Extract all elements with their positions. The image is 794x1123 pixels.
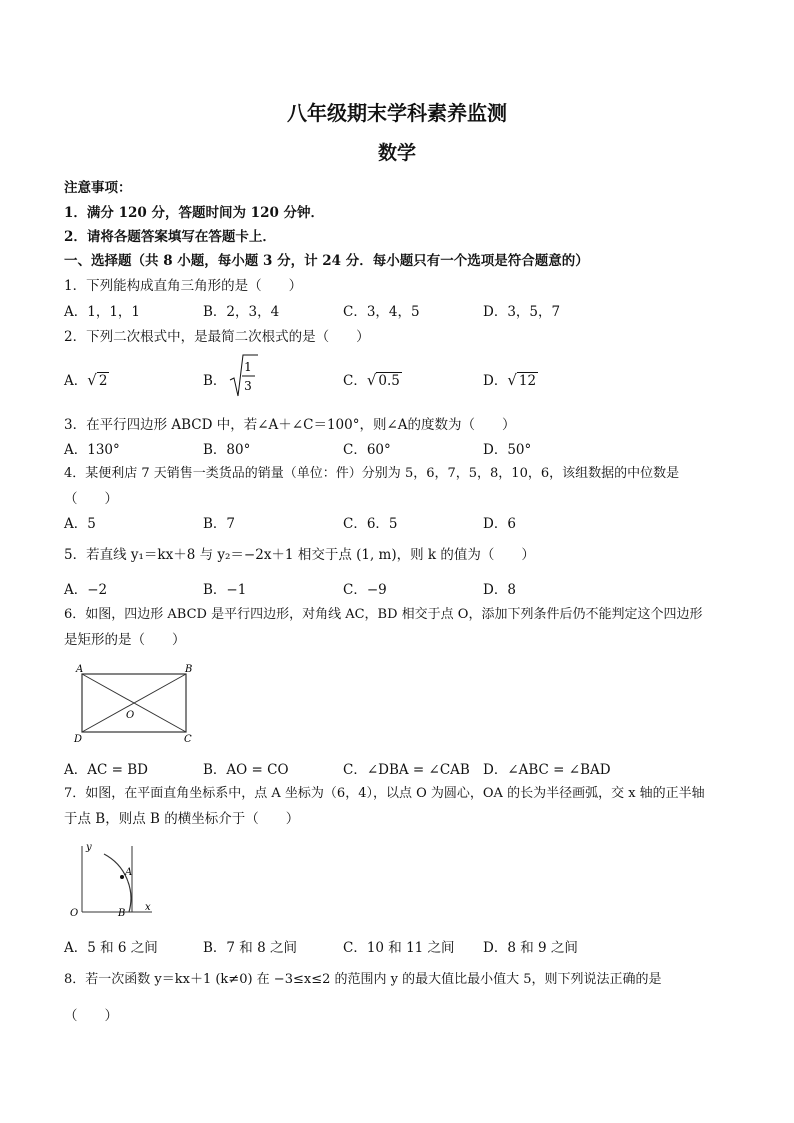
question-6-stem-cont: 是矩形的是（ ） (64, 632, 186, 648)
sqrt-symbol: √ (366, 371, 377, 389)
q2-option-b-sqrt-fraction (228, 352, 258, 400)
vertex-label-d: D (74, 734, 83, 744)
question-7-stem: 7．如图，在平面直角坐标系中，点 A 坐标为（6，4），以点 O 为圆心，OA 的长为半径画弧，交 x 轴的正半轴 (64, 786, 705, 801)
q3-option-d: D．50° (483, 442, 532, 458)
q4-option-b: B．7 (203, 516, 236, 532)
vertex-label-a: A (76, 664, 84, 675)
q6-rectangle-figure (70, 662, 200, 744)
sqrt-symbol: √ (507, 371, 517, 389)
question-8-stem-cont: （ ） (64, 1008, 118, 1024)
point-label-b: B (118, 908, 126, 919)
q7-option-a: A．5 和 6 之间 (64, 940, 158, 956)
option-label: C． (343, 373, 367, 389)
radicand: 12 (518, 373, 537, 389)
question-4-stem: 4．某便利店 7 天销售一类货品的销量（单位：件）分别为 5，6，7，5，8，10，6，该组数据的中位数是 (64, 466, 680, 481)
page-title: 八年级期末学科素养监测 (287, 101, 507, 125)
sqrt-symbol: √ (87, 371, 97, 389)
fraction-denominator: 3 (244, 379, 252, 393)
radicand: 2 (98, 373, 108, 389)
q5-option-b: B．−1 (203, 582, 247, 598)
notice-item: 2．请将各题答案填写在答题卡上． (64, 229, 276, 245)
point-label-a: A (125, 867, 133, 878)
q7-coordinate-figure (68, 838, 178, 920)
option-label: A． (64, 373, 88, 389)
question-6-stem: 6．如图，四边形 ABCD 是平行四边形，对角线 AC，BD 相交于点 O，添加下列条件后仍不能判定这个四边形 (64, 607, 703, 622)
vertex-label-c: C (184, 734, 192, 744)
center-label-o: O (126, 710, 135, 721)
q7-option-d: D．8 和 9 之间 (483, 940, 578, 956)
q1-option-b: B．2，3，4 (203, 304, 280, 320)
question-7-stem-cont: 于点 B，则点 B 的横坐标介于（ ） (64, 811, 300, 827)
q6-option-c: C．∠DBA = ∠CAB (343, 762, 470, 778)
question-2-stem: 2．下列二次根式中，是最简二次根式的是（ ） (64, 329, 370, 345)
section-heading: 一、选择题（共 8 小题，每小题 3 分，计 24 分．每小题只有一个选项是符合题意的） (64, 253, 589, 269)
q3-option-c: C．60° (343, 442, 391, 458)
q5-option-a: A．−2 (64, 582, 108, 598)
q3-option-a: A．130° (64, 442, 120, 458)
q4-option-c: C．6．5 (343, 516, 398, 532)
radicand: 0.5 (378, 373, 400, 389)
fraction-numerator: 1 (244, 360, 252, 374)
question-3-stem: 3．在平行四边形 ABCD 中，若∠A＋∠C＝100°，则∠A的度数为（ ） (64, 417, 516, 433)
q1-option-c: C．3，4，5 (343, 304, 420, 320)
q2-option-d (483, 369, 538, 389)
question-4-stem-cont: （ ） (64, 491, 118, 507)
q2-option-c (343, 369, 402, 389)
q1-option-d: D．3，5，7 (483, 304, 561, 320)
notice-heading: 注意事项： (64, 180, 132, 196)
option-label: D． (483, 373, 508, 389)
q4-option-d: D．6 (483, 516, 516, 532)
q5-option-c: C．−9 (343, 582, 387, 598)
q4-option-a: A．5 (64, 516, 96, 532)
q1-option-a: A．1，1，1 (64, 304, 141, 320)
q2-option-b-label: B． (203, 373, 227, 389)
q2-option-a (64, 369, 109, 389)
q5-option-d: D．8 (483, 582, 516, 598)
origin-label: O (70, 908, 79, 919)
q6-option-b: B．AO = CO (203, 762, 289, 778)
vertex-label-b: B (185, 664, 193, 675)
q6-option-d: D．∠ABC = ∠BAD (483, 762, 611, 778)
question-8-stem: 8．若一次函数 y＝kx＋1 (k≠0) 在 −3≤x≤2 的范围内 y 的最大值比最小值大 5，则下列说法正确的是 (64, 972, 662, 987)
q6-option-a: A．AC = BD (64, 762, 148, 778)
question-5-stem: 5．若直线 y₁＝kx＋8 与 y₂＝−2x＋1 相交于点 (1, m)，则 k 的值为（ ） (64, 547, 535, 563)
axis-label-x: x (145, 902, 151, 913)
q7-option-b: B．7 和 8 之间 (203, 940, 297, 956)
notice-item: 1．满分 120 分，答题时间为 120 分钟． (64, 205, 325, 221)
q3-option-b: B．80° (203, 442, 251, 458)
question-1-stem: 1．下列能构成直角三角形的是（ ） (64, 278, 303, 294)
q7-option-c: C．10 和 11 之间 (343, 940, 455, 956)
subject-title: 数学 (377, 142, 416, 164)
axis-label-y: y (86, 842, 92, 853)
